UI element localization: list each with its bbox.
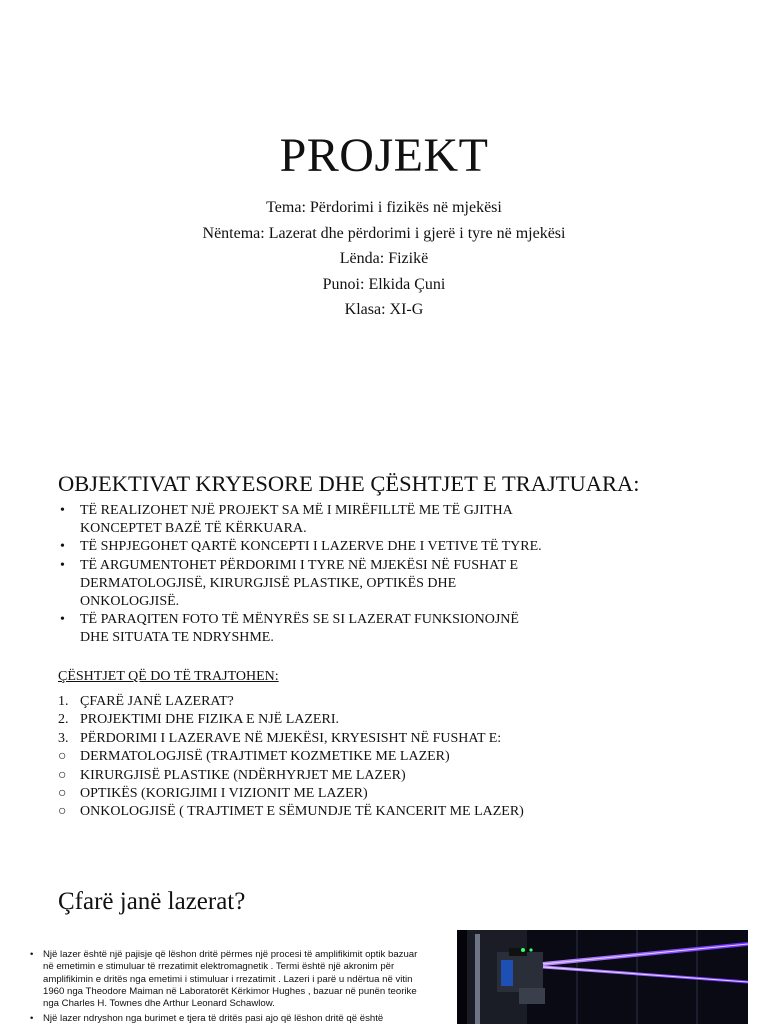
topic-line: Tema: Përdorimi i fizikës në mjekësi — [266, 199, 502, 216]
list-marker: ○ — [58, 767, 67, 783]
subtopic-line: Nëntema: Lazerat dhe përdorimi i gjerë i tyre në mjekësi — [202, 224, 566, 242]
list-item: ○ DERMATOLOGJISË (TRAJTIMET KOZMETIKE ME LAZER) — [58, 748, 524, 766]
objectives-heading: OBJEKTIVAT KRYESORE DHE ÇËSHTJET E TRAJTUARA: — [58, 471, 640, 496]
list-item: • TË ARGUMENTOHET PËRDORIMI I TYRE NË MJEKËSI NË FUSHAT E DERMATOLOGJISË, KIRURGJISË PLASTIKE, OPTIKËS DHE ONKOLOGJISË. — [58, 557, 558, 612]
laser-photo — [457, 930, 748, 1024]
subject-line: Lënda: Fizikë — [339, 250, 429, 267]
laser-device-image — [457, 930, 748, 1024]
list-item: ○ OPTIKËS (KORIGJIMI I VIZIONIT ME LAZER) — [58, 785, 524, 803]
topics-subheading: ÇËSHTJET QË DO TË TRAJTOHEN: — [58, 669, 279, 684]
list-item: ○ KIRURGJISË PLASTIKE (NDËRHYRJET ME LAZER) — [58, 767, 524, 785]
topics-list — [58, 693, 524, 822]
list-item: • TË PARAQITEN FOTO TË MËNYRËS SE SI LAZERAT FUNKSIONOJNË DHE SITUATA TE NDRYSHME. — [58, 611, 558, 647]
list-item: 1. ÇFARË JANË LAZERAT? — [58, 693, 524, 711]
slide-title — [0, 0, 768, 430]
list-item: • Një lazer është një pajisje që lëshon dritë përmes një procesi të amplifikimit optik bazuar në emetimin e stimuluar të rrezatimit elektromagnetik . Termi është një akronim për amplifikimin e dritës nga emetimi i stimuluar i rrezatimit . Lazeri i parë u ndërtua në vitin 1960 nga Theodore Maiman në Laboratorët Kërkimor Hughes , bazuar në punën teorike nga Charles H. Townes dhe Arthur Leonard Schawlow. — [30, 949, 445, 1010]
lasers-heading: Çfarë janë lazerat? — [58, 888, 246, 915]
class-line: Klasa: XI-G — [344, 301, 424, 318]
list-marker: 2. — [58, 712, 69, 728]
page-title: PROJEKT — [279, 129, 489, 182]
list-item: • TË REALIZOHET NJË PROJEKT SA MË I MIRËFILLTË ME TË GJITHA KONCEPTET BAZË TË KËRKUARA. — [58, 502, 558, 538]
list-marker: 1. — [58, 694, 69, 709]
objectives-list — [58, 502, 558, 648]
list-item: • Një lazer ndryshon nga burimet e tjera të dritës pasi ajo që lëshon dritë që është — [30, 1013, 445, 1025]
list-item: 2. PROJEKTIMI DHE FIZIKA E NJË LAZERI. — [58, 711, 524, 729]
list-item: ○ ONKOLOGJISË ( TRAJTIMET E SËMUNDJE TË KANCERIT ME LAZER) — [58, 803, 524, 821]
list-item: • TË SHPJEGOHET QARTË KONCEPTI I LAZERVE DHE I VETIVE TË TYRE. — [58, 538, 558, 556]
list-marker: ○ — [58, 749, 67, 765]
list-marker: ○ — [58, 804, 67, 820]
author-line: Punoi: Elkida Çuni — [322, 275, 446, 293]
list-marker: ○ — [58, 786, 67, 802]
project-info — [0, 195, 768, 323]
list-marker: 3. — [58, 730, 69, 746]
lasers-description — [30, 949, 445, 1029]
list-item: 3. PËRDORIMI I LAZERAVE NË MJEKËSI, KRYESISHT NË FUSHAT E: — [58, 730, 524, 748]
